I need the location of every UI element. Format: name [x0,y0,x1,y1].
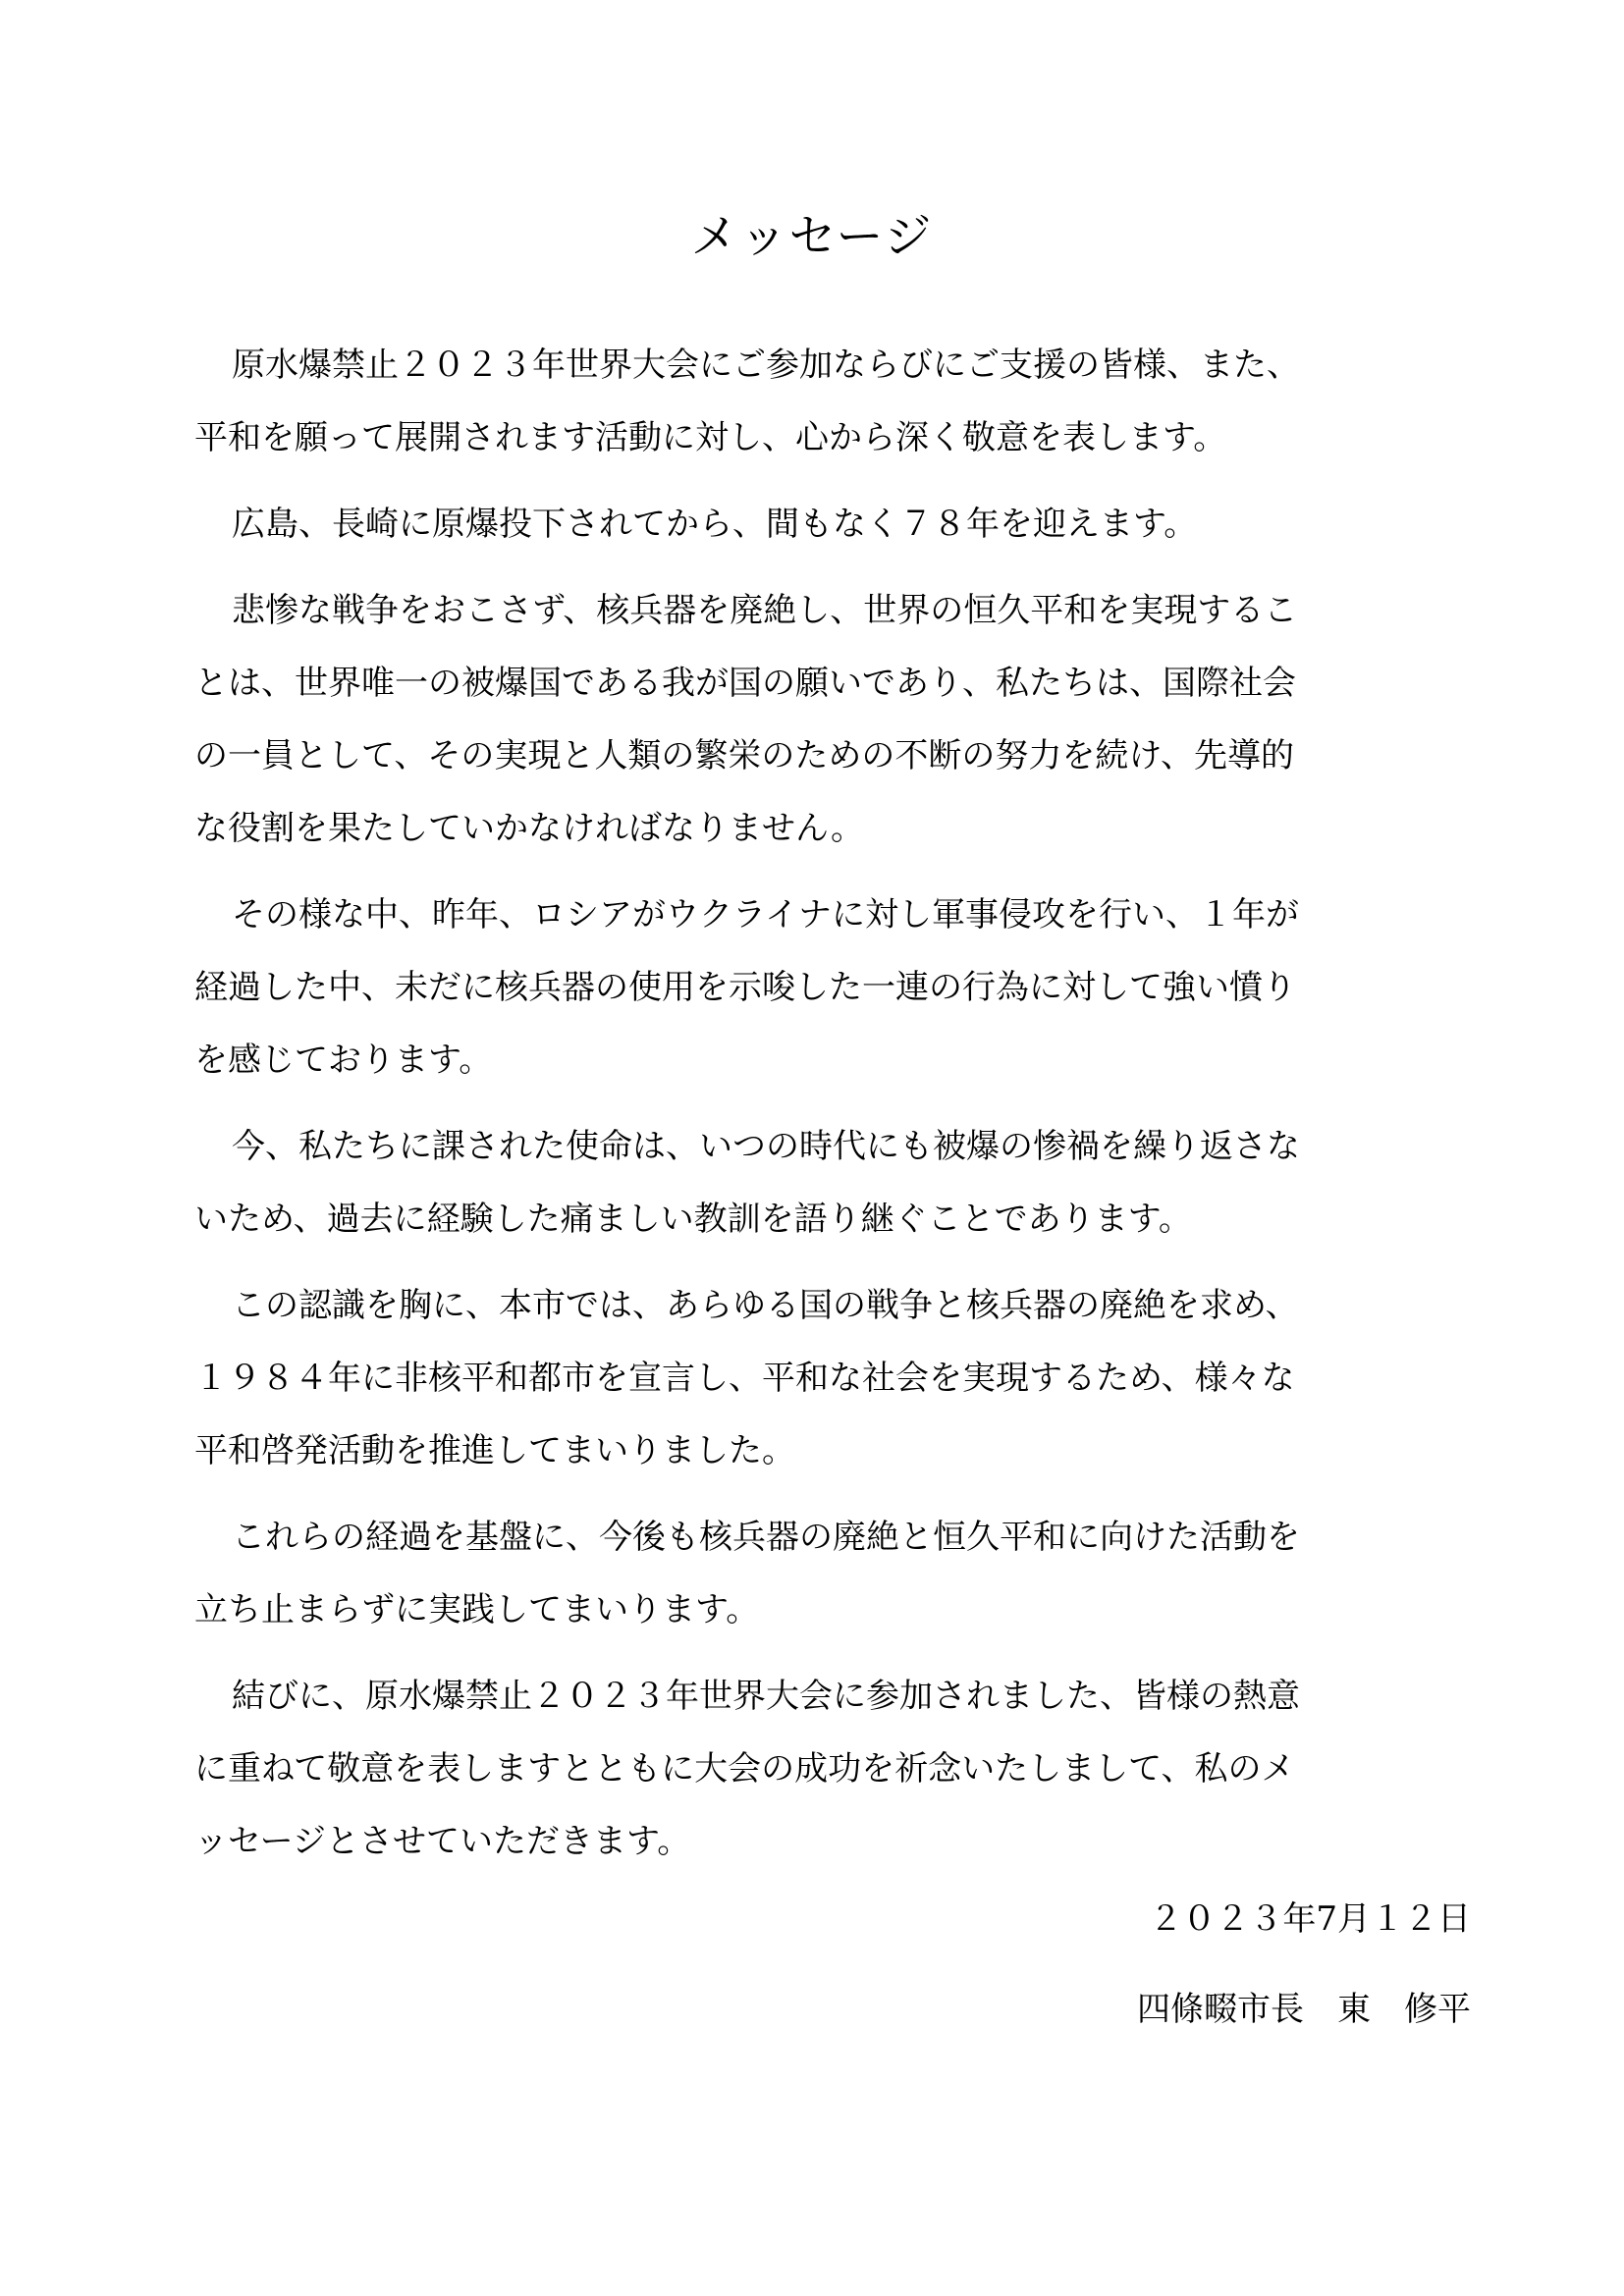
paragraph [194,574,1471,865]
paragraph-line: １９８４年に非核平和都市を宣言し、平和な社会を実現するため、様々な [194,1359,1295,1398]
paragraph [194,488,1471,561]
paragraph-line: とは、世界唯一の被爆国である我が国の願いであり、私たちは、国際社会 [194,664,1296,703]
document-title: メッセージ [690,209,934,264]
paragraph-line: その様な中、昨年、ロシアがウクライナに対し軍事侵攻を行い、１年が [232,895,1299,934]
paragraph-line: この認識を胸に、本市では、あらゆる国の戦争と核兵器の廃絶を求め、 [232,1286,1299,1325]
paragraph-line: ッセージとさせていただきます。 [194,1822,691,1861]
paragraph-line: に重ねて敬意を表しますとともに大会の成功を祈念いたしまして、私のメ [194,1749,1295,1789]
paragraph [194,1501,1471,1646]
paragraph-line: 今、私たちに課された使命は、いつの時代にも被爆の惨禍を繰り返さな [232,1127,1300,1166]
document-date: ２０２３年7月１２日 [1149,1899,1471,1939]
paragraph [194,879,1471,1096]
paragraph [194,1110,1471,1255]
paragraph-line: 平和を願って展開されます活動に対し、心から深く敬意を表します。 [194,418,1227,457]
paragraph-line: を感じております。 [194,1041,493,1080]
paragraph [194,329,1471,474]
paragraph-line: 結びに、原水爆禁止２０２３年世界大会に参加されました、皆様の熱意 [232,1677,1300,1716]
paragraph-line: 経過した中、未だに核兵器の使用を示唆した一連の行為に対して強い憤り [194,968,1296,1007]
document-body [194,329,1471,1892]
paragraph-line: 立ち止まらずに実践してまいります。 [194,1590,760,1629]
paragraph-line: いため、過去に経験した痛ましい教訓を語り継ぐことであります。 [194,1200,1192,1239]
paragraph [194,1660,1471,1878]
paragraph-line: 原水爆禁止２０２３年世界大会にご参加ならびにご支援の皆様、また、 [232,346,1300,385]
paragraph-line: 悲惨な戦争をおこさず、核兵器を廃絶し、世界の恒久平和を実現するこ [232,591,1298,630]
paragraph-line: な役割を果たしていかなければなりません。 [194,809,865,848]
document-signer: 四條畷市長 東 修平 [1137,1990,1471,2029]
paragraph-line: 広島、長崎に原爆投下されてから、間もなく７８年を迎えます。 [232,505,1198,544]
paragraph-line: の一員として、その実現と人類の繁栄のための不断の努力を続け、先導的 [194,736,1294,775]
paragraph [194,1269,1471,1487]
paragraph-line: これらの経過を基盤に、今後も核兵器の廃絶と恒久平和に向けた活動を [232,1518,1300,1557]
paragraph-line: 平和啓発活動を推進してまいりました。 [194,1431,795,1470]
